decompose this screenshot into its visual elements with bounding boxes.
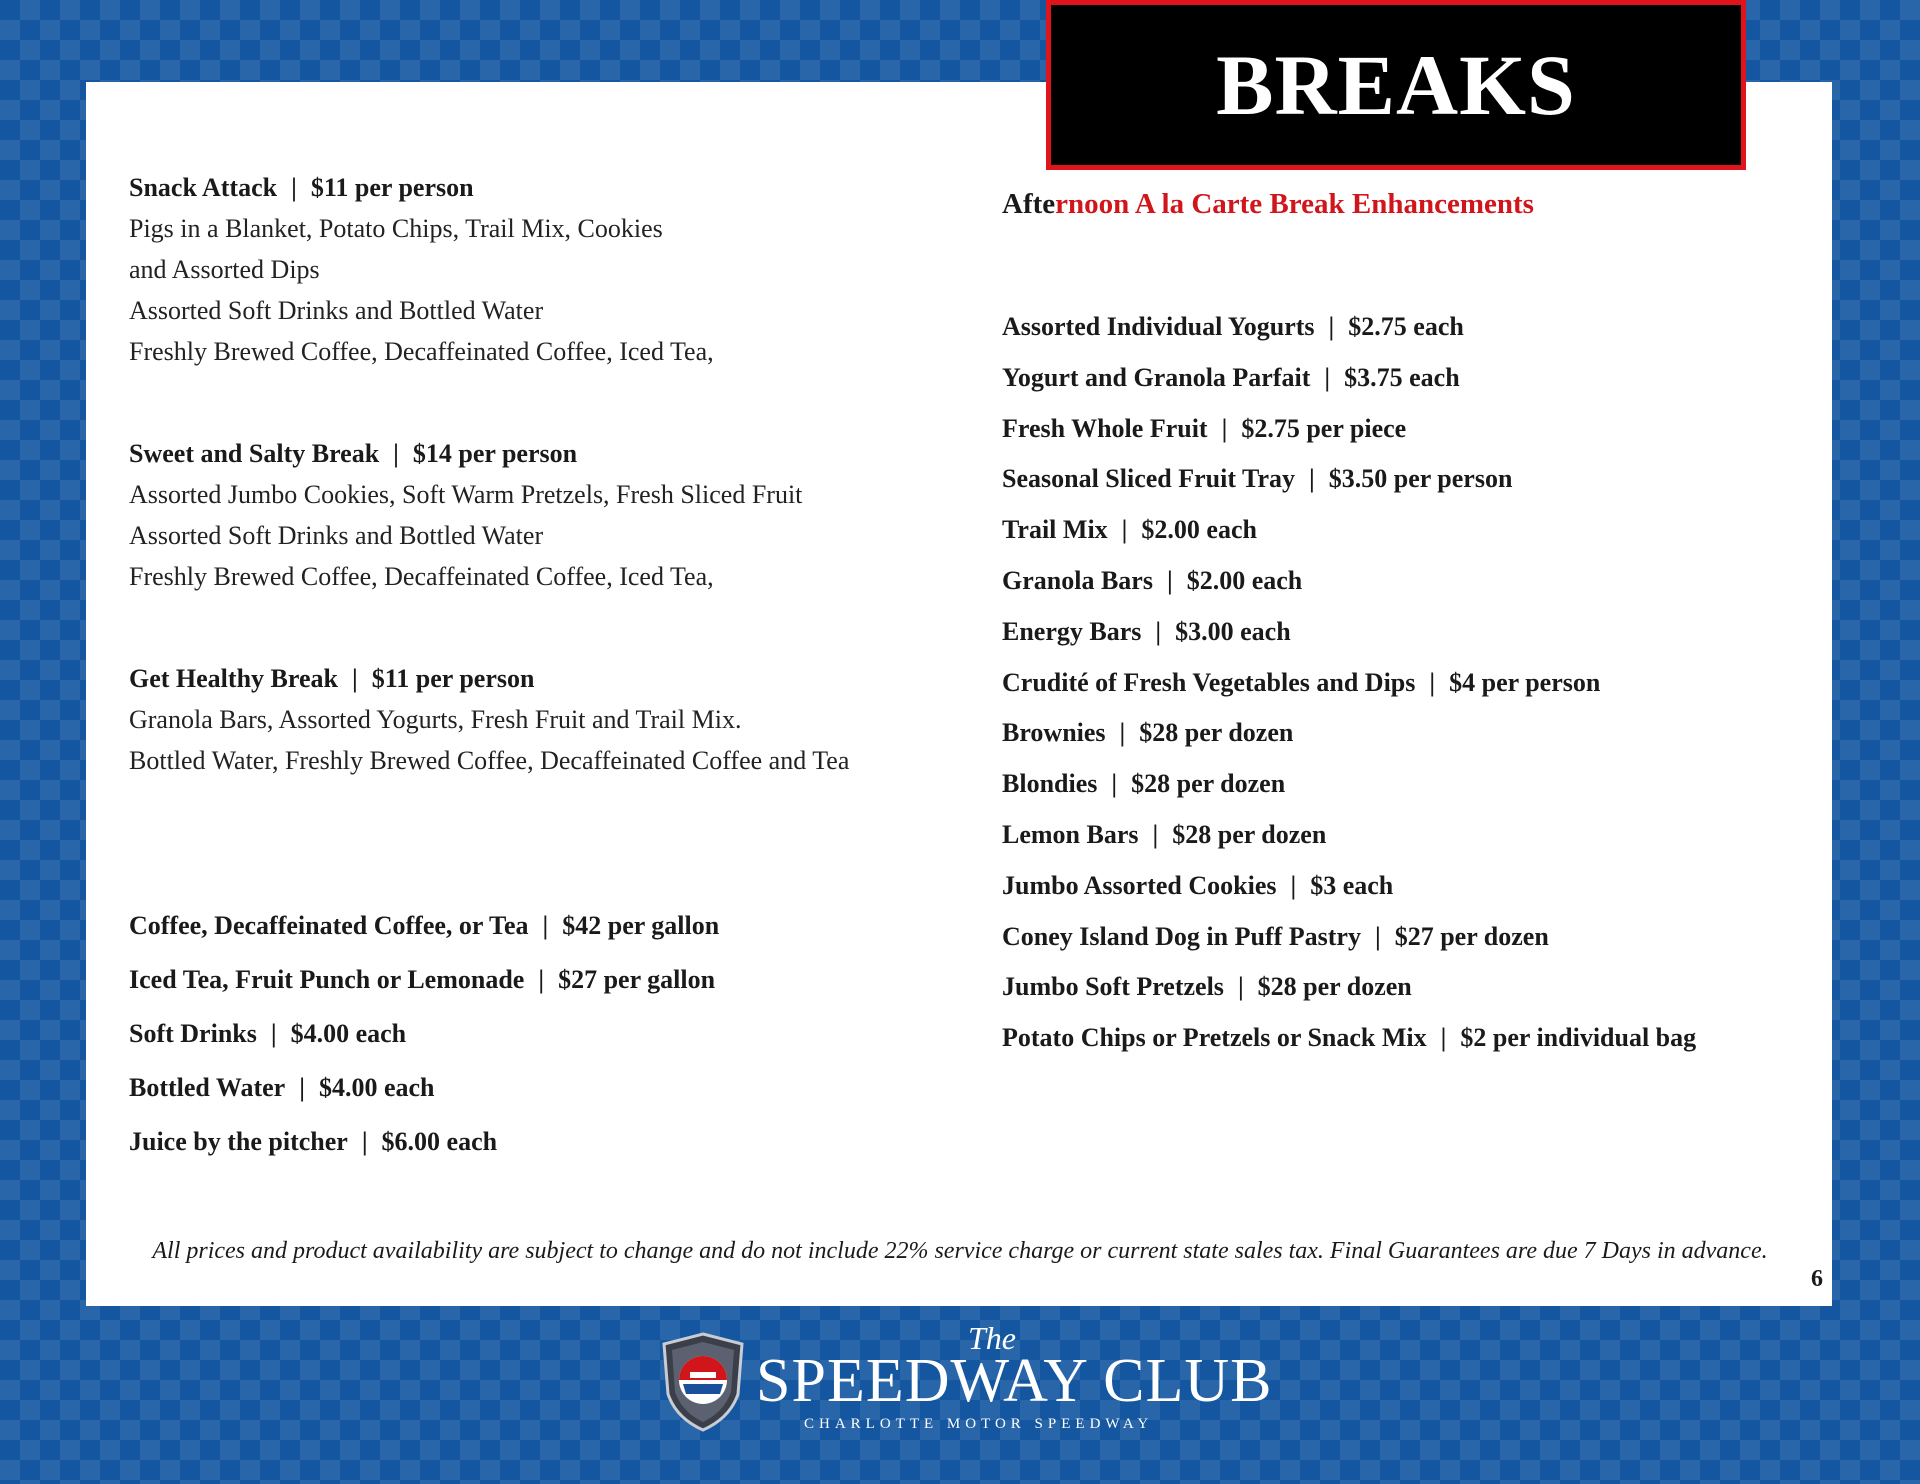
enhancement-name: Lemon Bars — [1002, 819, 1139, 849]
enhancement-price: $3.00 each — [1175, 616, 1291, 646]
price-separator: | — [1374, 921, 1381, 951]
break-package — [129, 434, 949, 597]
left-column — [129, 168, 949, 1169]
enhancement-item — [1002, 556, 1822, 607]
package-heading — [129, 659, 949, 699]
package-heading — [129, 434, 949, 474]
enhancement-price: $2.75 per piece — [1241, 413, 1407, 443]
price-separator: | — [1237, 972, 1244, 1002]
enhancement-name: Jumbo Assorted Cookies — [1002, 870, 1277, 900]
price-separator: | — [351, 664, 358, 693]
enhancement-item — [1002, 505, 1822, 556]
price-separator: | — [361, 1127, 368, 1156]
enhancement-name: Yogurt and Granola Parfait — [1002, 362, 1311, 392]
beverage-price: $6.00 each — [381, 1127, 498, 1156]
enhancements-heading — [1002, 184, 1822, 224]
enhancement-name: Assorted Individual Yogurts — [1002, 312, 1315, 341]
enhancements-heading-prefix: Afte — [1002, 188, 1056, 220]
enhancement-price: $28 per dozen — [1131, 769, 1286, 799]
enhancement-price: $3.75 each — [1344, 362, 1460, 392]
beverage-name: Bottled Water — [129, 1073, 286, 1102]
package-item-line: and Assorted Dips — [129, 255, 320, 284]
speedway-club-logo — [660, 1318, 1273, 1438]
beverage-item — [129, 1061, 949, 1115]
beverage-item — [129, 953, 949, 1007]
price-separator: | — [1221, 413, 1228, 443]
package-item-line: Assorted Jumbo Cookies, Soft Warm Pretzels, Fresh Sliced Fruit — [129, 480, 803, 509]
price-separator: | — [1309, 464, 1315, 494]
enhancement-price: $28 per dozen — [1172, 819, 1327, 849]
price-separator: | — [1440, 1023, 1447, 1053]
beverage-name: Juice by the pitcher — [129, 1127, 348, 1156]
enhancement-item — [1002, 404, 1822, 455]
price-separator: | — [1324, 362, 1331, 392]
break-package — [129, 659, 949, 781]
enhancement-price: $28 per dozen — [1139, 718, 1294, 748]
enhancement-list — [1002, 302, 1822, 1064]
enhancement-name: Seasonal Sliced Fruit Tray — [1002, 464, 1295, 494]
enhancement-price: $3.50 per person — [1328, 464, 1513, 494]
enhancement-item — [1002, 1013, 1822, 1064]
package-item-line: Assorted Soft Drinks and Bottled Water — [129, 521, 544, 550]
package-price: $11 per person — [371, 664, 535, 693]
package-item-line: Freshly Brewed Coffee, Decaffeinated Coffee, Iced Tea, — [129, 562, 714, 591]
beverage-list — [129, 899, 949, 1169]
enhancement-name: Brownies — [1002, 718, 1106, 748]
enhancement-price: $4 per person — [1449, 667, 1601, 697]
package-name: Get Healthy Break — [129, 664, 338, 693]
beverage-name: Coffee, Decaffeinated Coffee, or Tea — [129, 911, 529, 940]
package-item-line: Granola Bars, Assorted Yogurts, Fresh Fruit and Trail Mix. — [129, 705, 742, 734]
enhancement-name: Crudité of Fresh Vegetables and Dips — [1002, 667, 1416, 697]
enhancement-name: Fresh Whole Fruit — [1002, 413, 1208, 443]
logo-subtitle-text: CHARLOTTE MOTOR SPEEDWAY — [804, 1416, 1154, 1432]
price-separator: | — [1290, 870, 1297, 900]
enhancement-name: Jumbo Soft Pretzels — [1002, 972, 1224, 1002]
page-title: BREAKS — [1046, 0, 1746, 170]
package-heading — [129, 168, 949, 208]
price-separator: | — [1155, 616, 1162, 646]
right-column — [1002, 184, 1822, 1064]
enhancement-price: $27 per dozen — [1394, 921, 1549, 951]
beverage-price: $4.00 each — [290, 1019, 407, 1048]
beverage-price: $4.00 each — [318, 1073, 435, 1102]
price-separator: | — [1111, 769, 1118, 799]
enhancement-name: Energy Bars — [1002, 616, 1142, 646]
enhancement-name: Blondies — [1002, 769, 1098, 799]
price-separator: | — [542, 911, 549, 940]
enhancement-name: Potato Chips or Pretzels or Snack Mix — [1002, 1023, 1427, 1053]
beverage-price: $42 per gallon — [562, 911, 720, 940]
enhancement-item — [1002, 759, 1822, 810]
price-separator: | — [1152, 819, 1159, 849]
logo-name-text: SPEEDWAY CLUB — [756, 1347, 1273, 1415]
price-separator: | — [1121, 515, 1128, 545]
beverage-name: Iced Tea, Fruit Punch or Lemonade — [129, 965, 525, 994]
beverage-name: Soft Drinks — [129, 1019, 257, 1048]
enhancement-item — [1002, 658, 1822, 709]
enhancement-name: Coney Island Dog in Puff Pastry — [1002, 921, 1361, 951]
enhancement-price: $2.75 each — [1348, 312, 1464, 341]
enhancement-price: $28 per dozen — [1257, 972, 1412, 1002]
package-item-line: Bottled Water, Freshly Brewed Coffee, Decaffeinated Coffee and Tea — [129, 746, 850, 775]
package-item-line: Freshly Brewed Coffee, Decaffeinated Coffee, Iced Tea, — [129, 337, 714, 366]
price-separator: | — [538, 965, 545, 994]
beverage-item — [129, 899, 949, 953]
enhancement-item — [1002, 607, 1822, 658]
price-separator: | — [393, 439, 399, 468]
enhancement-item — [1002, 454, 1822, 505]
footer-disclaimer: All prices and product availability are subject to change and do not include 22% service charge or current state sales tax. Final Guarantees are due 7 Days in advance. — [152, 1238, 1768, 1264]
beverage-item — [129, 1007, 949, 1061]
price-separator: | — [1328, 312, 1335, 341]
beverage-price: $27 per gallon — [558, 965, 716, 994]
package-item-line: Pigs in a Blanket, Potato Chips, Trail Mix, Cookies — [129, 214, 663, 243]
enhancement-item — [1002, 912, 1822, 963]
enhancement-name: Trail Mix — [1002, 515, 1108, 545]
price-separator: | — [1429, 667, 1436, 697]
speedway-shield-icon — [660, 1332, 746, 1432]
package-price: $11 per person — [310, 173, 474, 202]
break-package — [129, 168, 949, 372]
price-separator: | — [270, 1019, 277, 1048]
enhancement-name: Granola Bars — [1002, 565, 1153, 595]
enhancement-price: $3 each — [1310, 870, 1394, 900]
enhancement-price: $2.00 each — [1186, 565, 1303, 595]
logo-the-text: The — [968, 1320, 1016, 1356]
enhancement-item — [1002, 962, 1822, 1013]
page-number: 6 — [1811, 1266, 1823, 1292]
price-separator: | — [1119, 718, 1126, 748]
beverage-item — [129, 1115, 949, 1169]
package-name: Snack Attack — [129, 173, 278, 202]
enhancement-item — [1002, 302, 1822, 353]
enhancement-item — [1002, 353, 1822, 404]
enhancements-heading-rest: rnoon A la Carte Break Enhancements — [1055, 188, 1534, 220]
price-separator: | — [299, 1073, 305, 1102]
enhancement-item — [1002, 810, 1822, 861]
package-price: $14 per person — [412, 439, 578, 468]
enhancement-price: $2 per individual bag — [1460, 1023, 1697, 1053]
enhancement-item — [1002, 861, 1822, 912]
enhancement-item — [1002, 708, 1822, 759]
enhancement-price: $2.00 each — [1141, 515, 1257, 545]
price-separator: | — [1166, 565, 1173, 595]
price-separator: | — [291, 173, 297, 202]
package-item-line: Assorted Soft Drinks and Bottled Water — [129, 296, 544, 325]
package-name: Sweet and Salty Break — [129, 439, 380, 468]
